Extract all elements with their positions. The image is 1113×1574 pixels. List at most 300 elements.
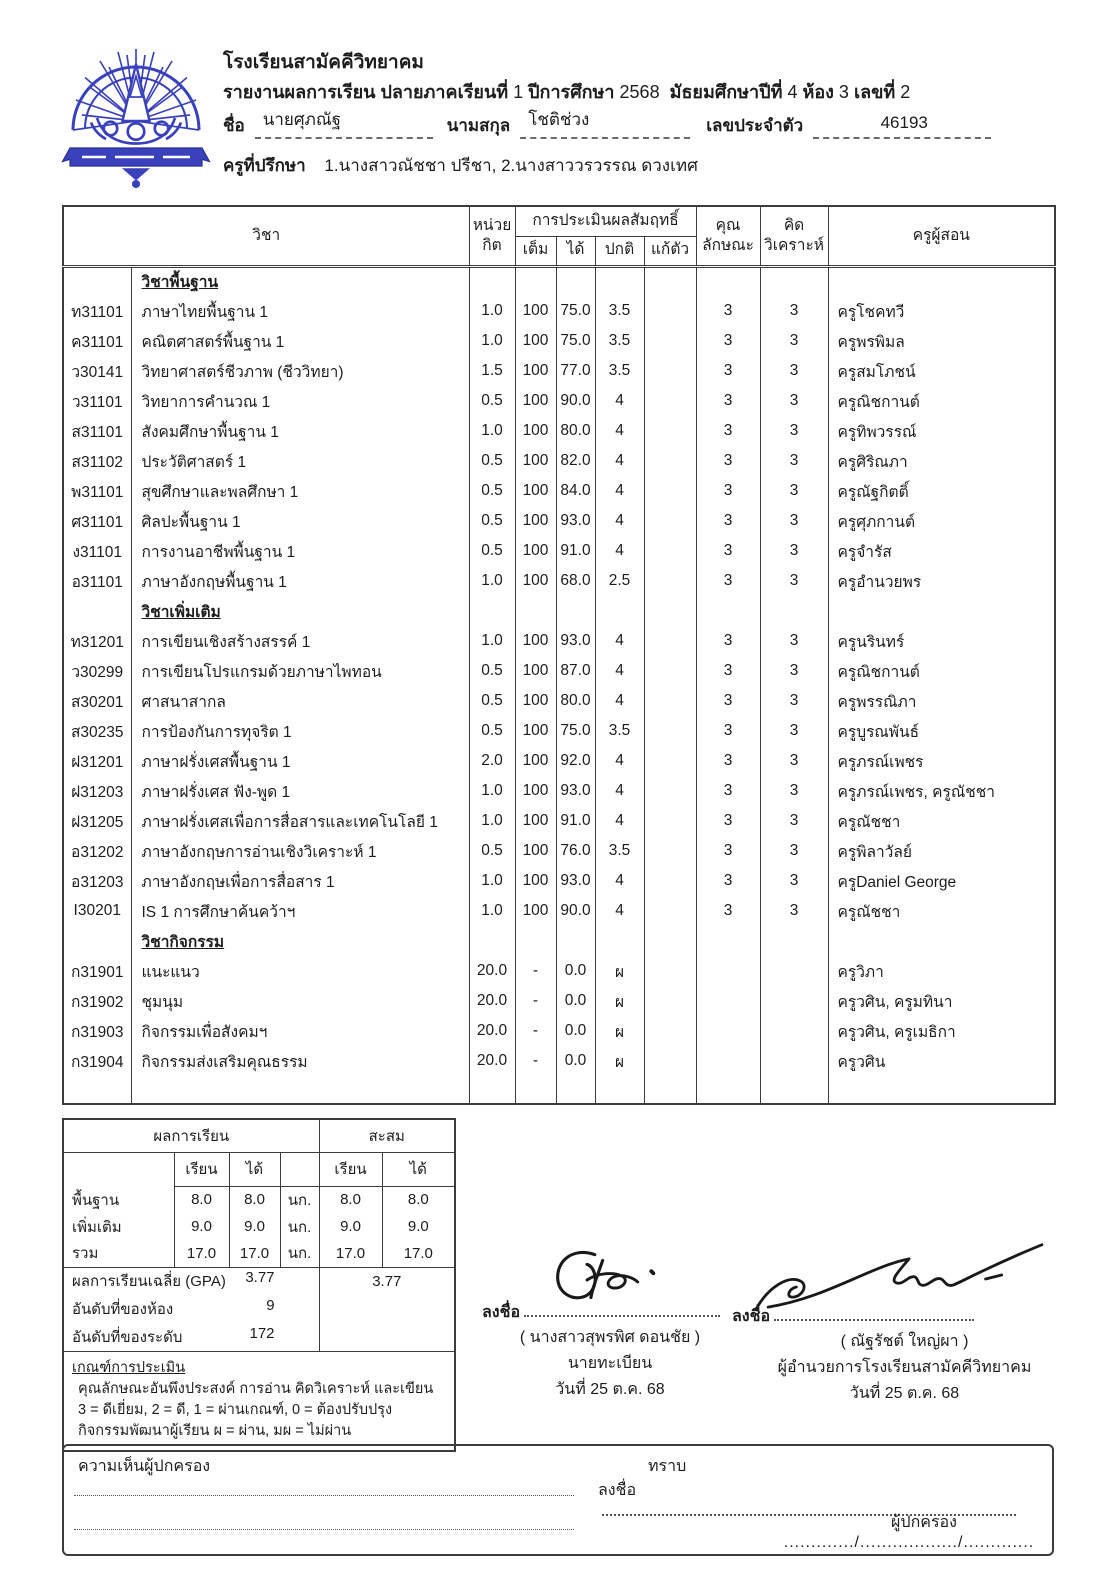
trait-score-cell: 3 — [696, 446, 760, 476]
subject-name-cell: ประวัติศาสตร์ 1 — [131, 446, 469, 476]
subject-name-cell: ภาษาฝรั่งเศสเพื่อการสื่อสารและเทคโนโลยี 1 — [131, 806, 469, 836]
subject-row — [63, 956, 1055, 986]
code-cell — [63, 266, 131, 296]
subject-row — [63, 836, 1055, 866]
column-header-think: คิด วิเคราะห์ — [760, 206, 828, 266]
gpa-row — [64, 1267, 454, 1295]
think-score-cell: 3 — [760, 386, 828, 416]
empty-cell — [696, 926, 760, 956]
empty-cell — [760, 266, 828, 296]
teacher-cell: ครูทิพวรรณ์ — [828, 416, 1055, 446]
got-score-cell: 68.0 — [556, 566, 595, 596]
full-score-cell: 100 — [515, 476, 556, 506]
report-title: รายงานผลการเรียน ปลายภาคเรียนที่ 1 ปีการศึกษา 2568 มัธยมศึกษาปีที่ 4 ห้อง 3 เลขที่ 2 — [223, 82, 911, 102]
subject-name-cell: การเขียนเชิงสร้างสรรค์ 1 — [131, 626, 469, 656]
credit-cell: 1.0 — [469, 866, 515, 896]
trait-score-cell: 3 — [696, 746, 760, 776]
column-header-trait: คุณ ลักษณะ — [696, 206, 760, 266]
retake-cell — [644, 446, 696, 476]
gpa-current-value: 3.77 — [245, 1269, 275, 1287]
director-name: ( ณัฐรัชต์ ใหญ่ผา ) — [840, 1333, 969, 1350]
subject-name-cell: ศิลปะพื้นฐาน 1 — [131, 506, 469, 536]
got-score-cell: 0.0 — [556, 956, 595, 986]
subject-name-cell: ภาษาฝรั่งเศสพื้นฐาน 1 — [131, 746, 469, 776]
credit-cell: 0.5 — [469, 446, 515, 476]
retake-cell — [644, 656, 696, 686]
trait-score-cell — [696, 1046, 760, 1076]
subject-code-cell: พ31101 — [63, 476, 131, 506]
rank-grade-row — [64, 1323, 454, 1351]
think-score-cell: 3 — [760, 656, 828, 686]
signature-dotted-line — [524, 1305, 720, 1317]
retake-cell — [644, 1046, 696, 1076]
rank-room-row — [64, 1295, 454, 1323]
student-identity-row — [223, 106, 991, 139]
empty-cell — [828, 1076, 1055, 1104]
think-score-cell: 3 — [760, 296, 828, 326]
subject-row — [63, 896, 1055, 926]
teacher-cell: ครูวิภา — [828, 956, 1055, 986]
first-name-value: นายศุภณัฐ — [255, 106, 433, 139]
subject-row — [63, 686, 1055, 716]
got-score-cell: 93.0 — [556, 506, 595, 536]
trait-score-cell: 3 — [696, 416, 760, 446]
retake-cell — [644, 776, 696, 806]
section-title-cell: วิชาเพิ่มเติม — [131, 596, 469, 626]
empty-cell — [469, 266, 515, 296]
think-score-cell: 3 — [760, 806, 828, 836]
trait-score-cell: 3 — [696, 836, 760, 866]
think-score-cell — [760, 986, 828, 1016]
credit-cell: 1.0 — [469, 296, 515, 326]
acknowledge-label: ทราบ — [648, 1458, 687, 1475]
subject-code-cell: ท31101 — [63, 296, 131, 326]
full-score-cell: 100 — [515, 656, 556, 686]
subject-name-cell: ภาษาไทยพื้นฐาน 1 — [131, 296, 469, 326]
empty-cell — [760, 1076, 828, 1104]
school-emblem-icon — [60, 40, 212, 190]
empty-cell — [760, 596, 828, 626]
credit-cell: 20.0 — [469, 1046, 515, 1076]
grade-cell: 3.5 — [595, 836, 644, 866]
teacher-cell: ครูณิชกานต์ — [828, 656, 1055, 686]
retake-cell — [644, 386, 696, 416]
comment-line-2 — [74, 1516, 574, 1530]
teacher-cell: ครูพิลาวัลย์ — [828, 836, 1055, 866]
trait-score-cell — [696, 986, 760, 1016]
credit-cell: 1.0 — [469, 566, 515, 596]
teacher-cell: ครูวศิน, ครูมทินา — [828, 986, 1055, 1016]
teacher-cell: ครูวศิน, ครูเมธิกา — [828, 1016, 1055, 1046]
summary-box — [62, 1118, 456, 1452]
subject-code-cell: ว30141 — [63, 356, 131, 386]
got-score-cell: 80.0 — [556, 686, 595, 716]
teacher-cell: ครูณัชชา — [828, 806, 1055, 836]
full-score-cell: 100 — [515, 416, 556, 446]
trait-score-cell: 3 — [696, 806, 760, 836]
got-score-cell: 91.0 — [556, 806, 595, 836]
summary-subheader-earned-cum: ได้ — [382, 1152, 454, 1186]
think-score-cell: 3 — [760, 536, 828, 566]
full-score-cell: 100 — [515, 356, 556, 386]
parent-date-dots: ............./................../............. — [783, 1534, 1035, 1551]
teacher-cell: ครูณัฐกิตติ์ — [828, 476, 1055, 506]
grade-cell: 2.5 — [595, 566, 644, 596]
grade-cell: 3.5 — [595, 716, 644, 746]
criteria-row — [64, 1351, 454, 1450]
empty-cell — [595, 926, 644, 956]
empty-cell — [696, 266, 760, 296]
trait-score-cell: 3 — [696, 716, 760, 746]
credit-cell: 0.5 — [469, 536, 515, 566]
teacher-cell: ครูณัชชา — [828, 896, 1055, 926]
trait-score-cell: 3 — [696, 626, 760, 656]
full-score-cell: 100 — [515, 446, 556, 476]
full-score-cell: 100 — [515, 686, 556, 716]
subject-code-cell: ส30201 — [63, 686, 131, 716]
subject-row — [63, 506, 1055, 536]
empty-cell — [595, 1076, 644, 1104]
empty-cell — [828, 926, 1055, 956]
subject-name-cell: คณิตศาสตร์พื้นฐาน 1 — [131, 326, 469, 356]
teacher-cell: ครูจำรัส — [828, 536, 1055, 566]
subject-name-cell: การเขียนโปรแกรมด้วยภาษาไพทอน — [131, 656, 469, 686]
empty-cell — [515, 1076, 556, 1104]
subject-row — [63, 566, 1055, 596]
credit-cell: 1.0 — [469, 776, 515, 806]
gpa-label: ผลการเรียนเฉลี่ย (GPA) — [72, 1273, 226, 1291]
think-score-cell: 3 — [760, 506, 828, 536]
empty-cell — [556, 266, 595, 296]
subject-name-cell: กิจกรรมส่งเสริมคุณธรรม — [131, 1046, 469, 1076]
teacher-cell: ครูพรพิมล — [828, 326, 1055, 356]
subject-code-cell: ฝ31203 — [63, 776, 131, 806]
column-header-teacher: ครูผู้สอน — [828, 206, 1055, 266]
subject-row — [63, 296, 1055, 326]
subject-name-cell: ภาษาฝรั่งเศส ฟัง-พูด 1 — [131, 776, 469, 806]
trait-score-cell: 3 — [696, 386, 760, 416]
got-score-cell: 0.0 — [556, 1046, 595, 1076]
retake-cell — [644, 1016, 696, 1046]
subject-code-cell: ค31101 — [63, 326, 131, 356]
retake-cell — [644, 476, 696, 506]
full-score-cell: - — [515, 1016, 556, 1046]
subject-row — [63, 536, 1055, 566]
got-score-cell: 77.0 — [556, 356, 595, 386]
director-date: วันที่ 25 ต.ค. 68 — [849, 1385, 960, 1402]
student-id-value: 46193 — [813, 113, 991, 139]
summary-table — [64, 1120, 454, 1450]
subject-name-cell: ภาษาอังกฤษเพื่อการสื่อสาร 1 — [131, 866, 469, 896]
grade-cell: 3.5 — [595, 356, 644, 386]
advisor-row — [223, 152, 698, 179]
subject-name-cell: การงานอาชีพพื้นฐาน 1 — [131, 536, 469, 566]
empty-cell — [469, 1076, 515, 1104]
retake-cell — [644, 956, 696, 986]
subject-code-cell: ว31101 — [63, 386, 131, 416]
subject-code-cell: ว30299 — [63, 656, 131, 686]
empty-cell — [469, 926, 515, 956]
got-score-cell: 90.0 — [556, 386, 595, 416]
got-score-cell: 80.0 — [556, 416, 595, 446]
empty-cell — [696, 1076, 760, 1104]
subject-row — [63, 986, 1055, 1016]
section-header-row — [63, 266, 1055, 296]
empty-cell — [556, 926, 595, 956]
grade-cell: ผ — [595, 986, 644, 1016]
criteria-line-2: 3 = ดีเยี่ยม, 2 = ดี, 1 = ผ่านเกณฑ์, 0 = ต้องปรับปรุง — [78, 1401, 393, 1418]
summary-subheader-earned: ได้ — [229, 1152, 280, 1186]
teacher-cell: ครูวศิน — [828, 1046, 1055, 1076]
teacher-cell: ครูศุภกานต์ — [828, 506, 1055, 536]
trait-score-cell: 3 — [696, 476, 760, 506]
grade-cell: 4 — [595, 656, 644, 686]
subject-row — [63, 386, 1055, 416]
column-header-full-score: เต็ม — [515, 236, 556, 266]
trait-score-cell: 3 — [696, 866, 760, 896]
sign-label: ลงชื่อ — [482, 1304, 521, 1321]
retake-cell — [644, 716, 696, 746]
subject-row — [63, 866, 1055, 896]
grade-cell: 4 — [595, 806, 644, 836]
unit-label: นก. — [280, 1186, 319, 1213]
think-score-cell — [760, 1046, 828, 1076]
column-header-retake: แก้ตัว — [644, 236, 696, 266]
subject-row — [63, 746, 1055, 776]
unit-label: นก. — [280, 1213, 319, 1240]
subject-code-cell: อ31101 — [63, 566, 131, 596]
summary-row-additional: เพิ่มเติม 9.0 9.0 นก. 9.0 9.0 — [64, 1213, 454, 1240]
credit-cell: 0.5 — [469, 686, 515, 716]
empty-cell — [696, 596, 760, 626]
registrar-name: ( นางสาวสุพรพิศ ดอนชัย ) — [519, 1329, 701, 1346]
credit-cell: 20.0 — [469, 956, 515, 986]
grade-cell: 4 — [595, 866, 644, 896]
grade-cell: 4 — [595, 446, 644, 476]
unit-label: นก. — [280, 1240, 319, 1267]
grade-cell: 4 — [595, 536, 644, 566]
sign-label: ลงชื่อ — [598, 1482, 637, 1499]
think-score-cell: 3 — [760, 416, 828, 446]
teacher-cell: ครูณิชกานต์ — [828, 386, 1055, 416]
grade-cell: ผ — [595, 956, 644, 986]
subject-name-cell: สุขศึกษาและพลศึกษา 1 — [131, 476, 469, 506]
empty-cell — [556, 596, 595, 626]
think-score-cell: 3 — [760, 776, 828, 806]
credit-cell: 0.5 — [469, 386, 515, 416]
subject-name-cell: ภาษาอังกฤษการอ่านเชิงวิเคราะห์ 1 — [131, 836, 469, 866]
got-score-cell: 0.0 — [556, 986, 595, 1016]
grade-cell: 3.5 — [595, 326, 644, 356]
subject-row — [63, 356, 1055, 386]
rank-room-label: อันดับที่ของห้อง — [72, 1301, 174, 1318]
grade-cell: 4 — [595, 416, 644, 446]
trait-score-cell: 3 — [696, 686, 760, 716]
full-score-cell: 100 — [515, 386, 556, 416]
subject-code-cell: ก31902 — [63, 986, 131, 1016]
summary-subheader-unit-blank — [280, 1152, 319, 1186]
grade-cell: 4 — [595, 476, 644, 506]
summary-row-basic: พื้นฐาน 8.0 8.0 นก. 8.0 8.0 — [64, 1186, 454, 1213]
subject-name-cell: การป้องกันการทุจริต 1 — [131, 716, 469, 746]
teacher-cell: ครูศิริณภา — [828, 446, 1055, 476]
credit-cell: 1.0 — [469, 896, 515, 926]
subject-code-cell: ง31101 — [63, 536, 131, 566]
retake-cell — [644, 746, 696, 776]
credit-cell: 0.5 — [469, 656, 515, 686]
subject-row — [63, 446, 1055, 476]
trait-score-cell: 3 — [696, 776, 760, 806]
subject-code-cell: ท31201 — [63, 626, 131, 656]
empty-cell — [644, 926, 696, 956]
trait-score-cell: 3 — [696, 506, 760, 536]
empty-cell — [760, 926, 828, 956]
empty-cell — [515, 596, 556, 626]
empty-cell — [131, 1076, 469, 1104]
subject-code-cell: ส31102 — [63, 446, 131, 476]
empty-cell — [644, 1076, 696, 1104]
think-score-cell: 3 — [760, 836, 828, 866]
director-signature-block — [732, 1304, 1077, 1407]
column-header-got-score: ได้ — [556, 236, 595, 266]
empty-cell — [644, 266, 696, 296]
subject-row — [63, 716, 1055, 746]
got-score-cell: 90.0 — [556, 896, 595, 926]
summary-header-current: ผลการเรียน — [64, 1120, 319, 1152]
subject-code-cell: I30201 — [63, 896, 131, 926]
teacher-cell: ครูนรินทร์ — [828, 626, 1055, 656]
subject-name-cell: ภาษาอังกฤษพื้นฐาน 1 — [131, 566, 469, 596]
subject-row — [63, 656, 1055, 686]
section-title-cell: วิชาพื้นฐาน — [131, 266, 469, 296]
grade-cell: 4 — [595, 776, 644, 806]
subject-code-cell: อ31203 — [63, 866, 131, 896]
empty-cell — [556, 1076, 595, 1104]
empty-cell — [469, 596, 515, 626]
subject-code-cell: ส31101 — [63, 416, 131, 446]
credit-cell: 0.5 — [469, 836, 515, 866]
teacher-cell: ครูโชคทวี — [828, 296, 1055, 326]
teacher-cell: ครูภรณ์เพชร, ครูณัชชา — [828, 776, 1055, 806]
full-score-cell: 100 — [515, 836, 556, 866]
teacher-cell: ครูบูรณพันธ์ — [828, 716, 1055, 746]
retake-cell — [644, 836, 696, 866]
teacher-cell: ครูภรณ์เพชร — [828, 746, 1055, 776]
subject-name-cell: สังคมศึกษาพื้นฐาน 1 — [131, 416, 469, 446]
retake-cell — [644, 626, 696, 656]
full-score-cell: 100 — [515, 566, 556, 596]
teacher-cell: ครูสมโภชน์ — [828, 356, 1055, 386]
comment-line-1 — [74, 1482, 574, 1496]
section-header-row — [63, 926, 1055, 956]
teacher-cell: ครูอำนวยพร — [828, 566, 1055, 596]
think-score-cell: 3 — [760, 716, 828, 746]
grade-cell: 4 — [595, 746, 644, 776]
parent-comment-label: ความเห็นผู้ปกครอง — [78, 1458, 211, 1475]
retake-cell — [644, 896, 696, 926]
criteria-line-1: คุณลักษณะอันพึงประสงค์ การอ่าน คิดวิเคราะห์ และเขียน — [78, 1380, 434, 1397]
full-score-cell: - — [515, 956, 556, 986]
advisor-label: ครูที่ปรึกษา — [223, 156, 306, 175]
trait-score-cell: 3 — [696, 296, 760, 326]
retake-cell — [644, 986, 696, 1016]
empty-cell — [828, 266, 1055, 296]
column-header-assessment: การประเมินผลสัมฤทธิ์ — [515, 206, 696, 236]
advisor-names: 1.นางสาวณัชชา ปรีชา, 2.นางสาววรวรรณ ดวงเทศ — [324, 156, 698, 175]
name-label: ชื่อ — [223, 116, 245, 135]
full-score-cell: 100 — [515, 866, 556, 896]
subject-row — [63, 1046, 1055, 1076]
full-score-cell: 100 — [515, 296, 556, 326]
registrar-date: วันที่ 25 ต.ค. 68 — [555, 1381, 665, 1398]
credit-cell: 1.5 — [469, 356, 515, 386]
retake-cell — [644, 416, 696, 446]
retake-cell — [644, 806, 696, 836]
subject-code-cell: ศ31101 — [63, 506, 131, 536]
grade-cell: ผ — [595, 1046, 644, 1076]
got-score-cell: 91.0 — [556, 536, 595, 566]
think-score-cell: 3 — [760, 446, 828, 476]
think-score-cell: 3 — [760, 326, 828, 356]
full-score-cell: - — [515, 1046, 556, 1076]
full-score-cell: 100 — [515, 896, 556, 926]
think-score-cell: 3 — [760, 476, 828, 506]
full-score-cell: 100 — [515, 716, 556, 746]
empty-cell — [515, 266, 556, 296]
rank-room-value: 9 — [266, 1297, 275, 1314]
code-cell — [63, 596, 131, 626]
summary-subheader-enrolled-cum: เรียน — [319, 1152, 382, 1186]
trait-score-cell: 3 — [696, 656, 760, 686]
credit-cell: 0.5 — [469, 716, 515, 746]
full-score-cell: 100 — [515, 326, 556, 356]
gpa-cumulative-value: 3.77 — [319, 1267, 454, 1295]
trait-score-cell: 3 — [696, 566, 760, 596]
retake-cell — [644, 686, 696, 716]
parent-label: ผู้ปกครอง — [891, 1514, 957, 1531]
empty-cell — [595, 266, 644, 296]
think-score-cell: 3 — [760, 896, 828, 926]
full-score-cell: 100 — [515, 776, 556, 806]
grade-cell: 4 — [595, 626, 644, 656]
credit-cell: 1.0 — [469, 326, 515, 356]
trait-score-cell — [696, 956, 760, 986]
director-role: ผู้อำนวยการโรงเรียนสามัคคีวิทยาคม — [777, 1359, 1032, 1376]
grade-cell: 4 — [595, 896, 644, 926]
subject-row — [63, 1016, 1055, 1046]
section-header-row — [63, 596, 1055, 626]
trait-score-cell: 3 — [696, 326, 760, 356]
trait-score-cell: 3 — [696, 536, 760, 566]
criteria-title: เกณฑ์การประเมิน — [72, 1359, 186, 1376]
got-score-cell: 87.0 — [556, 656, 595, 686]
retake-cell — [644, 326, 696, 356]
surname-value: โชติช่วง — [520, 106, 690, 139]
got-score-cell: 84.0 — [556, 476, 595, 506]
summary-row-total: รวม 17.0 17.0 นก. 17.0 17.0 — [64, 1240, 454, 1267]
empty-cell — [828, 596, 1055, 626]
subject-code-cell: ก31903 — [63, 1016, 131, 1046]
surname-label: นามสกุล — [446, 116, 511, 135]
got-score-cell: 92.0 — [556, 746, 595, 776]
credit-cell: 1.0 — [469, 626, 515, 656]
retake-cell — [644, 506, 696, 536]
rank-grade-label: อันดับที่ของระดับ — [72, 1328, 183, 1346]
summary-subheader-blank — [64, 1152, 174, 1186]
think-score-cell: 3 — [760, 566, 828, 596]
signature-dotted-line — [774, 1309, 974, 1321]
subject-code-cell: ฝ31201 — [63, 746, 131, 776]
